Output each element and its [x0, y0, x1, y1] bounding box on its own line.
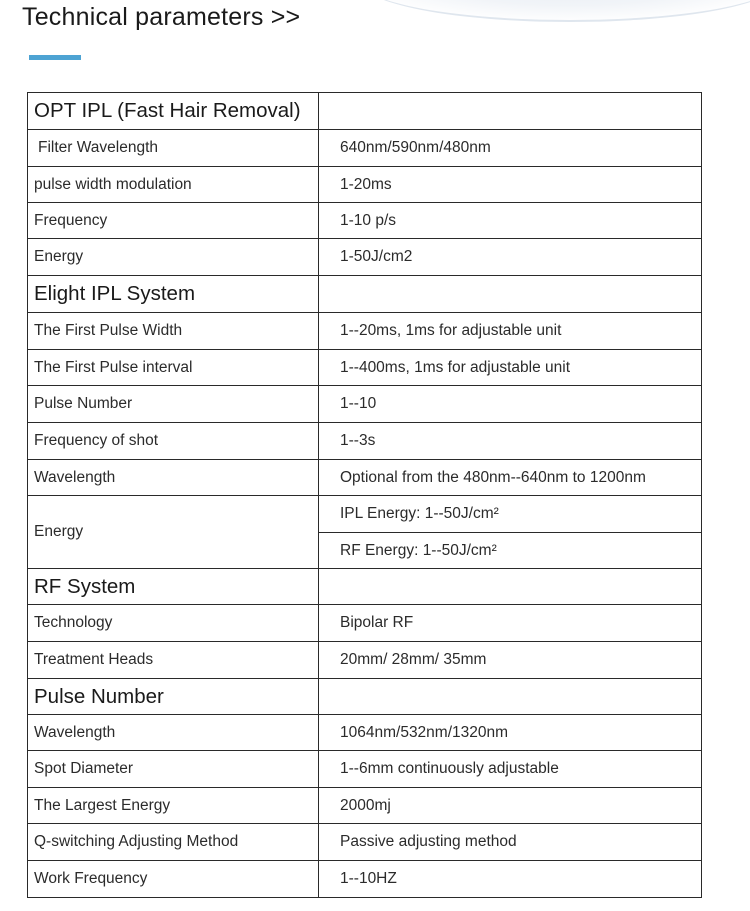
param-value: Bipolar RF — [319, 605, 702, 642]
param-value: 1-10 p/s — [319, 203, 702, 239]
param-value: 2000mj — [319, 788, 702, 824]
page-title: Technical parameters >> — [22, 3, 301, 31]
param-value: 20mm/ 28mm/ 35mm — [319, 642, 702, 679]
param-value: 1-50J/cm2 — [319, 239, 702, 276]
param-label: Pulse Number — [28, 386, 319, 423]
param-label: Frequency of shot — [28, 423, 319, 460]
table-row — [28, 203, 702, 239]
param-value: 1--10HZ — [319, 861, 702, 898]
param-label: Spot Diameter — [28, 751, 319, 788]
table-row — [28, 350, 702, 386]
table-row — [28, 715, 702, 751]
param-label: Energy — [28, 239, 319, 276]
table-row — [28, 239, 702, 276]
param-label: The First Pulse Width — [28, 313, 319, 350]
section-header-row — [28, 679, 702, 715]
section-title: Elight IPL System — [28, 276, 319, 313]
title-accent-bar — [29, 55, 81, 60]
table-row — [28, 386, 702, 423]
table-row — [28, 167, 702, 203]
spec-table — [27, 92, 702, 898]
section-title: RF System — [28, 569, 319, 605]
param-label: The Largest Energy — [28, 788, 319, 824]
section-empty-cell — [319, 679, 702, 715]
param-value: 1-20ms — [319, 167, 702, 203]
table-row — [28, 605, 702, 642]
param-value: 1--3s — [319, 423, 702, 460]
param-value: 640nm/590nm/480nm — [319, 130, 702, 167]
table-row — [28, 824, 702, 861]
param-label: Energy — [28, 496, 319, 569]
section-empty-cell — [319, 93, 702, 130]
param-value: Passive adjusting method — [319, 824, 702, 861]
table-row — [28, 496, 702, 533]
section-title: OPT IPL (Fast Hair Removal) — [28, 93, 319, 130]
param-label: Q-switching Adjusting Method — [28, 824, 319, 861]
param-value: Optional from the 480nm--640nm to 1200nm — [319, 460, 702, 496]
table-row — [28, 788, 702, 824]
param-label: Work Frequency — [28, 861, 319, 898]
param-value: 1--6mm continuously adjustable — [319, 751, 702, 788]
table-row — [28, 130, 702, 167]
param-label: Wavelength — [28, 460, 319, 496]
table-row — [28, 751, 702, 788]
section-title: Pulse Number — [28, 679, 319, 715]
section-header-row — [28, 93, 702, 130]
section-header-row — [28, 569, 702, 605]
param-label: Wavelength — [28, 715, 319, 751]
header-decoration — [360, 0, 750, 22]
section-header-row — [28, 276, 702, 313]
param-value: 1--10 — [319, 386, 702, 423]
table-row — [28, 460, 702, 496]
param-value: IPL Energy: 1--50J/cm² — [319, 496, 702, 533]
param-label: pulse width modulation — [28, 167, 319, 203]
table-row — [28, 642, 702, 679]
param-value: 1--400ms, 1ms for adjustable unit — [319, 350, 702, 386]
param-label: Treatment Heads — [28, 642, 319, 679]
param-label: Frequency — [28, 203, 319, 239]
param-value: 1--20ms, 1ms for adjustable unit — [319, 313, 702, 350]
param-value: RF Energy: 1--50J/cm² — [319, 533, 702, 569]
param-label: The First Pulse interval — [28, 350, 319, 386]
table-row — [28, 423, 702, 460]
section-empty-cell — [319, 276, 702, 313]
section-empty-cell — [319, 569, 702, 605]
param-label: Filter Wavelength — [28, 130, 319, 167]
param-label: Technology — [28, 605, 319, 642]
table-row — [28, 313, 702, 350]
table-row — [28, 861, 702, 898]
param-value: 1064nm/532nm/1320nm — [319, 715, 702, 751]
